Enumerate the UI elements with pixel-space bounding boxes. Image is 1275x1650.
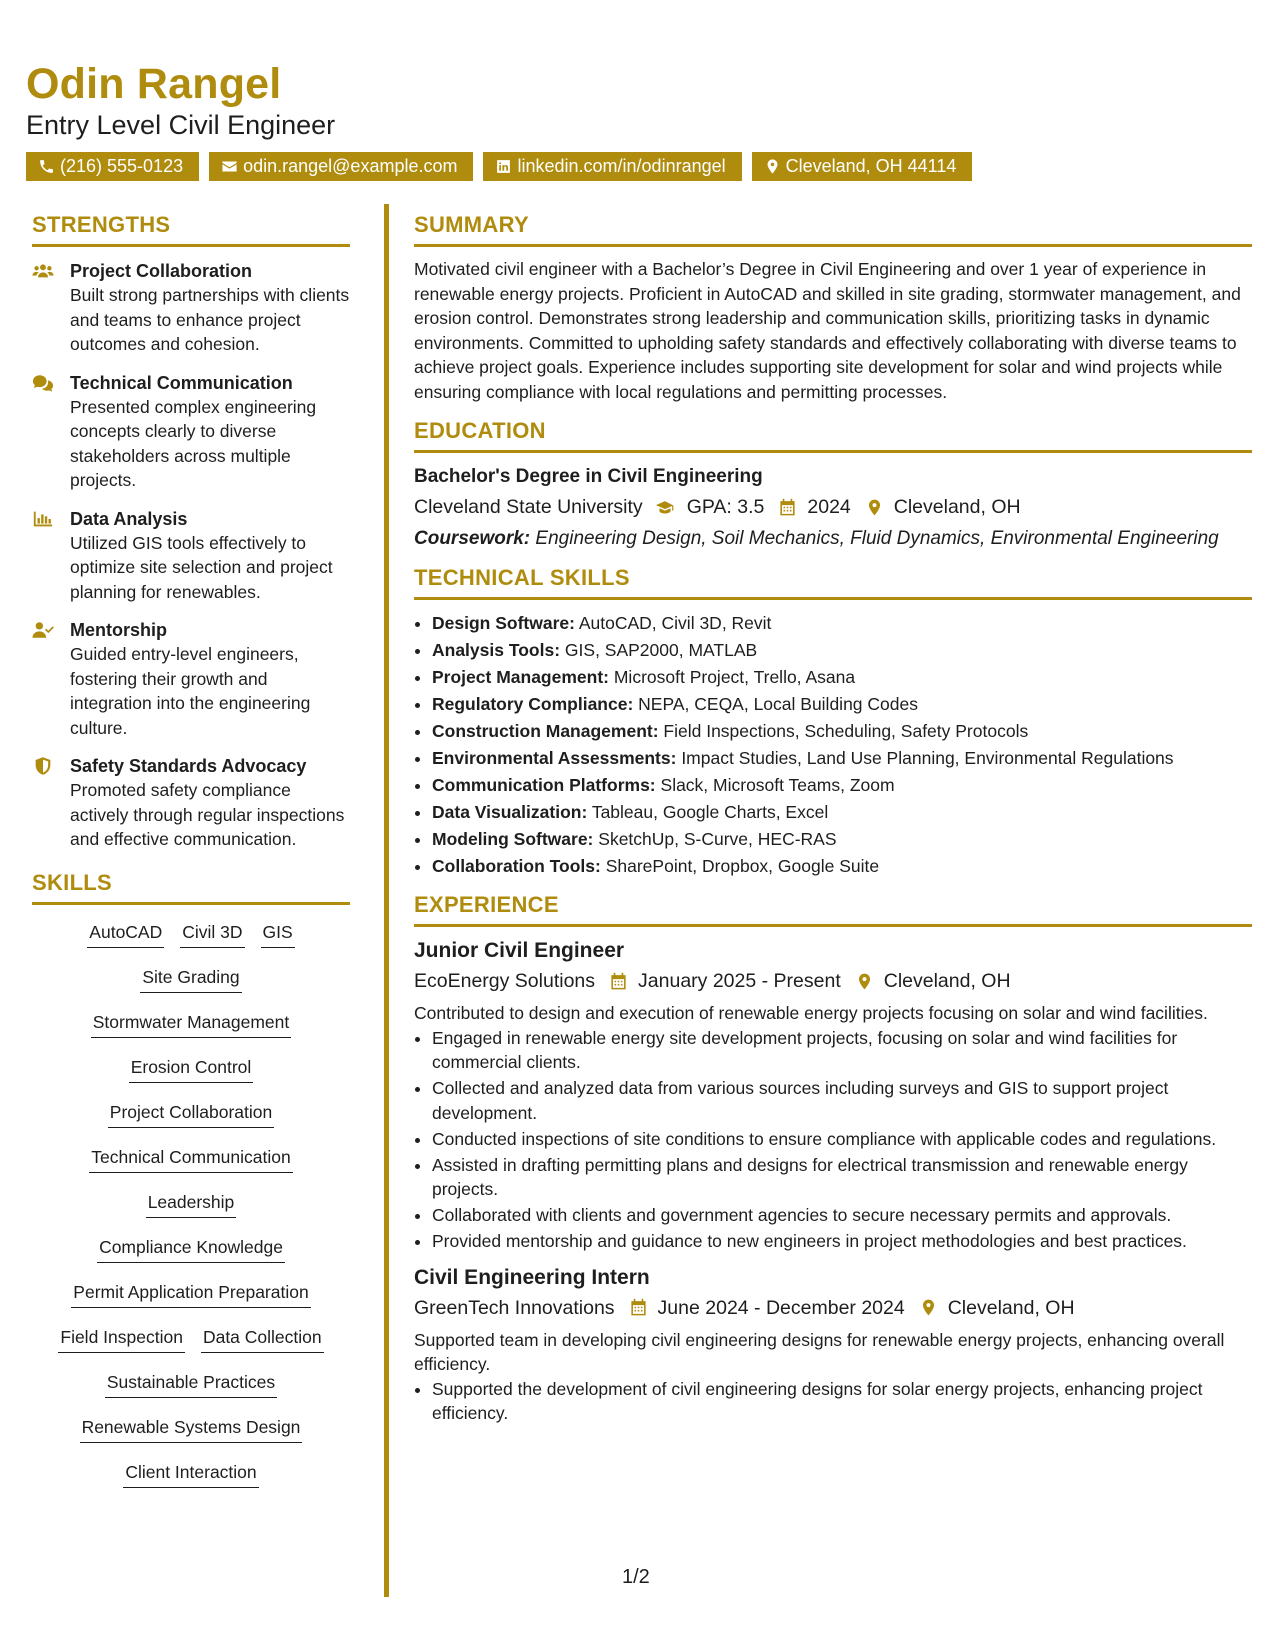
education-heading: EDUCATION (414, 418, 1252, 453)
skill-tag: AutoCAD (87, 921, 164, 948)
company-name: GreenTech Innovations (414, 1296, 615, 1319)
strength-item (32, 618, 350, 740)
list-item: • Modeling Software: SketchUp, S-Curve, HEC-RAS (432, 826, 1252, 853)
strength-title: Mentorship (70, 620, 167, 640)
skill-row (32, 1326, 350, 1371)
location-text: Cleveland, OH 44114 (785, 156, 957, 176)
skill-tag: Stormwater Management (91, 1011, 291, 1038)
skill-row (32, 1236, 350, 1281)
calendar-icon (629, 1298, 648, 1317)
list-item: • Collaborated with clients and government agencies to secure necessary permits and approvals. (432, 1203, 1252, 1228)
list-item: • Supported the development of civil engineering designs for solar energy projects, enhancing project efficiency. (432, 1377, 1252, 1426)
skill-row (32, 1461, 350, 1506)
envelope-icon (221, 158, 238, 175)
skill-row (32, 1056, 350, 1101)
job-title: Entry Level Civil Engineer (26, 110, 336, 140)
job-meta (414, 1292, 1252, 1324)
strength-title: Technical Communication (70, 372, 293, 393)
skill-tag: Technical Communication (89, 1146, 292, 1173)
linkedin-text: linkedin.com/in/odinrangel (517, 156, 726, 176)
skill-tag: Client Interaction (123, 1461, 258, 1488)
location-pin-icon (764, 158, 781, 175)
summary-text: Motivated civil engineer with a Bachelor’s Degree in Civil Engineering and over 1 year of experience in renewable energy projects. Proficient in AutoCAD and skilled in site grading, stormwater management, and erosion control. Demonstrates strong leadership and communication skills, prioritizing tasks in dynamic environments. Committed to upholding safety standards and effectively collaborating with diverse teams to achieve project goals. Experience includes supporting site development for solar and wind projects while ensuring compliance with local regulations and permitting processes. (414, 259, 1241, 402)
skill-tag: Field Inspection (58, 1326, 185, 1353)
phone-chip[interactable] (26, 152, 199, 181)
job-description: Supported team in developing civil engineering designs for renewable energy projects, enhancing overall efficiency. (414, 1329, 1225, 1374)
skill-tag: Project Collaboration (108, 1101, 274, 1128)
list-item: • Analysis Tools: GIS, SAP2000, MATLAB (432, 637, 1252, 664)
users-icon (32, 261, 54, 281)
strength-title: Project Collaboration (70, 261, 253, 281)
skill-row (32, 1371, 350, 1416)
strength-item (32, 754, 350, 852)
email-chip[interactable] (209, 152, 473, 181)
location-pin-icon (865, 498, 884, 517)
page-number: 1/2 (622, 1566, 650, 1588)
calendar-icon (778, 498, 797, 517)
list-item: • Assisted in drafting permitting plans and designs for electrical transmission and renewable energy projects. (432, 1153, 1252, 1202)
strength-item (32, 259, 350, 357)
strength-title: Safety Standards Advocacy (70, 756, 307, 776)
skill-tag: Site Grading (140, 966, 241, 993)
skill-tag: Renewable Systems Design (80, 1416, 303, 1443)
contact-bar (26, 152, 972, 181)
company-name: EcoEnergy Solutions (414, 970, 596, 992)
job-title: Civil Engineering Intern (414, 1265, 650, 1289)
email-text: odin.rangel@example.com (243, 156, 458, 176)
skill-tag: Compliance Knowledge (97, 1236, 285, 1263)
skill-row (32, 1146, 350, 1191)
chat-bubbles-icon (32, 373, 54, 393)
list-item: • Project Management: Microsoft Project, Trello, Asana (432, 664, 1252, 691)
phone-icon (38, 158, 55, 175)
strength-desc: Promoted safety compliance actively through regular inspections and effective communication. (70, 780, 345, 849)
strength-desc: Utilized GIS tools effectively to optimize site selection and project planning for renewables. (70, 532, 333, 602)
left-column (32, 212, 350, 1506)
column-divider (384, 204, 389, 1597)
skill-tag: Data Collection (201, 1326, 324, 1353)
list-item: • Regulatory Compliance: NEPA, CEQA, Local Building Codes (432, 691, 1252, 718)
phone-text: (216) 555-0123 (60, 156, 184, 176)
skill-tag: Civil 3D (180, 921, 244, 948)
list-item: • Data Visualization: Tableau, Google Charts, Excel (432, 799, 1252, 826)
bar-chart-icon (32, 509, 54, 529)
linkedin-icon (495, 158, 512, 175)
experience-heading: EXPERIENCE (414, 892, 1252, 927)
school-name: Cleveland State University (414, 496, 643, 518)
technical-skills-list (414, 610, 1252, 880)
strengths-heading: STRENGTHS (32, 212, 350, 247)
coursework-list: Engineering Design, Soil Mechanics, Fluid Dynamics, Environmental Engineering (535, 528, 1219, 549)
job-entry (414, 1264, 1252, 1426)
strength-item (32, 507, 350, 605)
location-pin-icon (919, 1298, 938, 1317)
list-item: • Provided mentorship and guidance to new engineers in project methodologies and best practices. (432, 1229, 1252, 1254)
list-item: • Construction Management: Field Inspections, Scheduling, Safety Protocols (432, 718, 1252, 745)
list-item: • Communication Platforms: Slack, Microsoft Teams, Zoom (432, 772, 1252, 799)
linkedin-chip[interactable] (483, 152, 741, 181)
skill-tag: Leadership (146, 1191, 237, 1218)
location-chip[interactable] (752, 152, 973, 181)
job-bullets (414, 1377, 1252, 1426)
skill-row (32, 1416, 350, 1461)
job-dates: January 2025 - Present (638, 970, 841, 992)
user-check-icon (32, 620, 54, 640)
job-entry (414, 937, 1252, 1254)
education-location: Cleveland, OH (893, 496, 1021, 518)
job-title: Junior Civil Engineer (414, 939, 625, 962)
candidate-name: Odin Rangel (26, 60, 282, 108)
graduation-cap-icon (653, 498, 677, 517)
skill-tag: Erosion Control (129, 1056, 254, 1083)
coursework-label: Coursework: (414, 528, 531, 549)
skill-row (32, 921, 350, 966)
location-pin-icon (855, 972, 874, 991)
calendar-icon (609, 972, 628, 991)
gpa: GPA: 3.5 (686, 496, 765, 518)
right-column (414, 212, 1252, 1436)
skill-row (32, 1101, 350, 1146)
strength-item (32, 371, 350, 493)
skill-tag: GIS (261, 921, 295, 948)
list-item: • Collaboration Tools: SharePoint, Dropbox, Google Suite (432, 853, 1252, 880)
skill-row (32, 1191, 350, 1236)
strength-desc: Guided entry-level engineers, fostering their growth and integration into the engineering culture. (70, 644, 311, 738)
job-dates: June 2024 - December 2024 (657, 1296, 905, 1319)
strength-desc: Built strong partnerships with clients and teams to enhance project outcomes and cohesion. (70, 285, 350, 354)
skill-row (32, 966, 350, 1011)
skill-tag: Permit Application Preparation (71, 1281, 310, 1308)
education-meta (414, 491, 1252, 523)
list-item: • Collected and analyzed data from various sources including surveys and GIS to support project development. (432, 1076, 1252, 1125)
skill-tag: Sustainable Practices (105, 1371, 277, 1398)
list-item: • Environmental Assessments: Impact Studies, Land Use Planning, Environmental Regulations (432, 745, 1252, 772)
list-item: • Design Software: AutoCAD, Civil 3D, Revit (432, 610, 1252, 637)
graduation-year: 2024 (807, 496, 851, 518)
strength-desc: Presented complex engineering concepts clearly to diverse stakeholders across multiple projects. (70, 396, 317, 490)
shield-icon (32, 756, 54, 776)
technical-skills-heading: TECHNICAL SKILLS (414, 565, 1252, 600)
job-location: Cleveland, OH (883, 970, 1011, 992)
job-location: Cleveland, OH (947, 1296, 1075, 1319)
list-item: • Conducted inspections of site conditions to ensure compliance with applicable codes and regulations. (432, 1127, 1252, 1152)
job-bullets (414, 1026, 1252, 1254)
coursework (414, 527, 1252, 551)
skill-row (32, 1281, 350, 1326)
degree-title: Bachelor's Degree in Civil Engineering (414, 466, 763, 487)
job-description: Contributed to design and execution of renewable energy projects focusing on solar and wind facilities. (414, 1003, 1208, 1023)
skill-row (32, 1011, 350, 1056)
summary-heading: SUMMARY (414, 212, 1252, 247)
strength-title: Data Analysis (70, 508, 188, 529)
skills-heading: SKILLS (32, 870, 350, 905)
job-meta (414, 965, 1252, 997)
list-item: • Engaged in renewable energy site development projects, focusing on solar and wind facilities for commercial clients. (432, 1026, 1252, 1075)
